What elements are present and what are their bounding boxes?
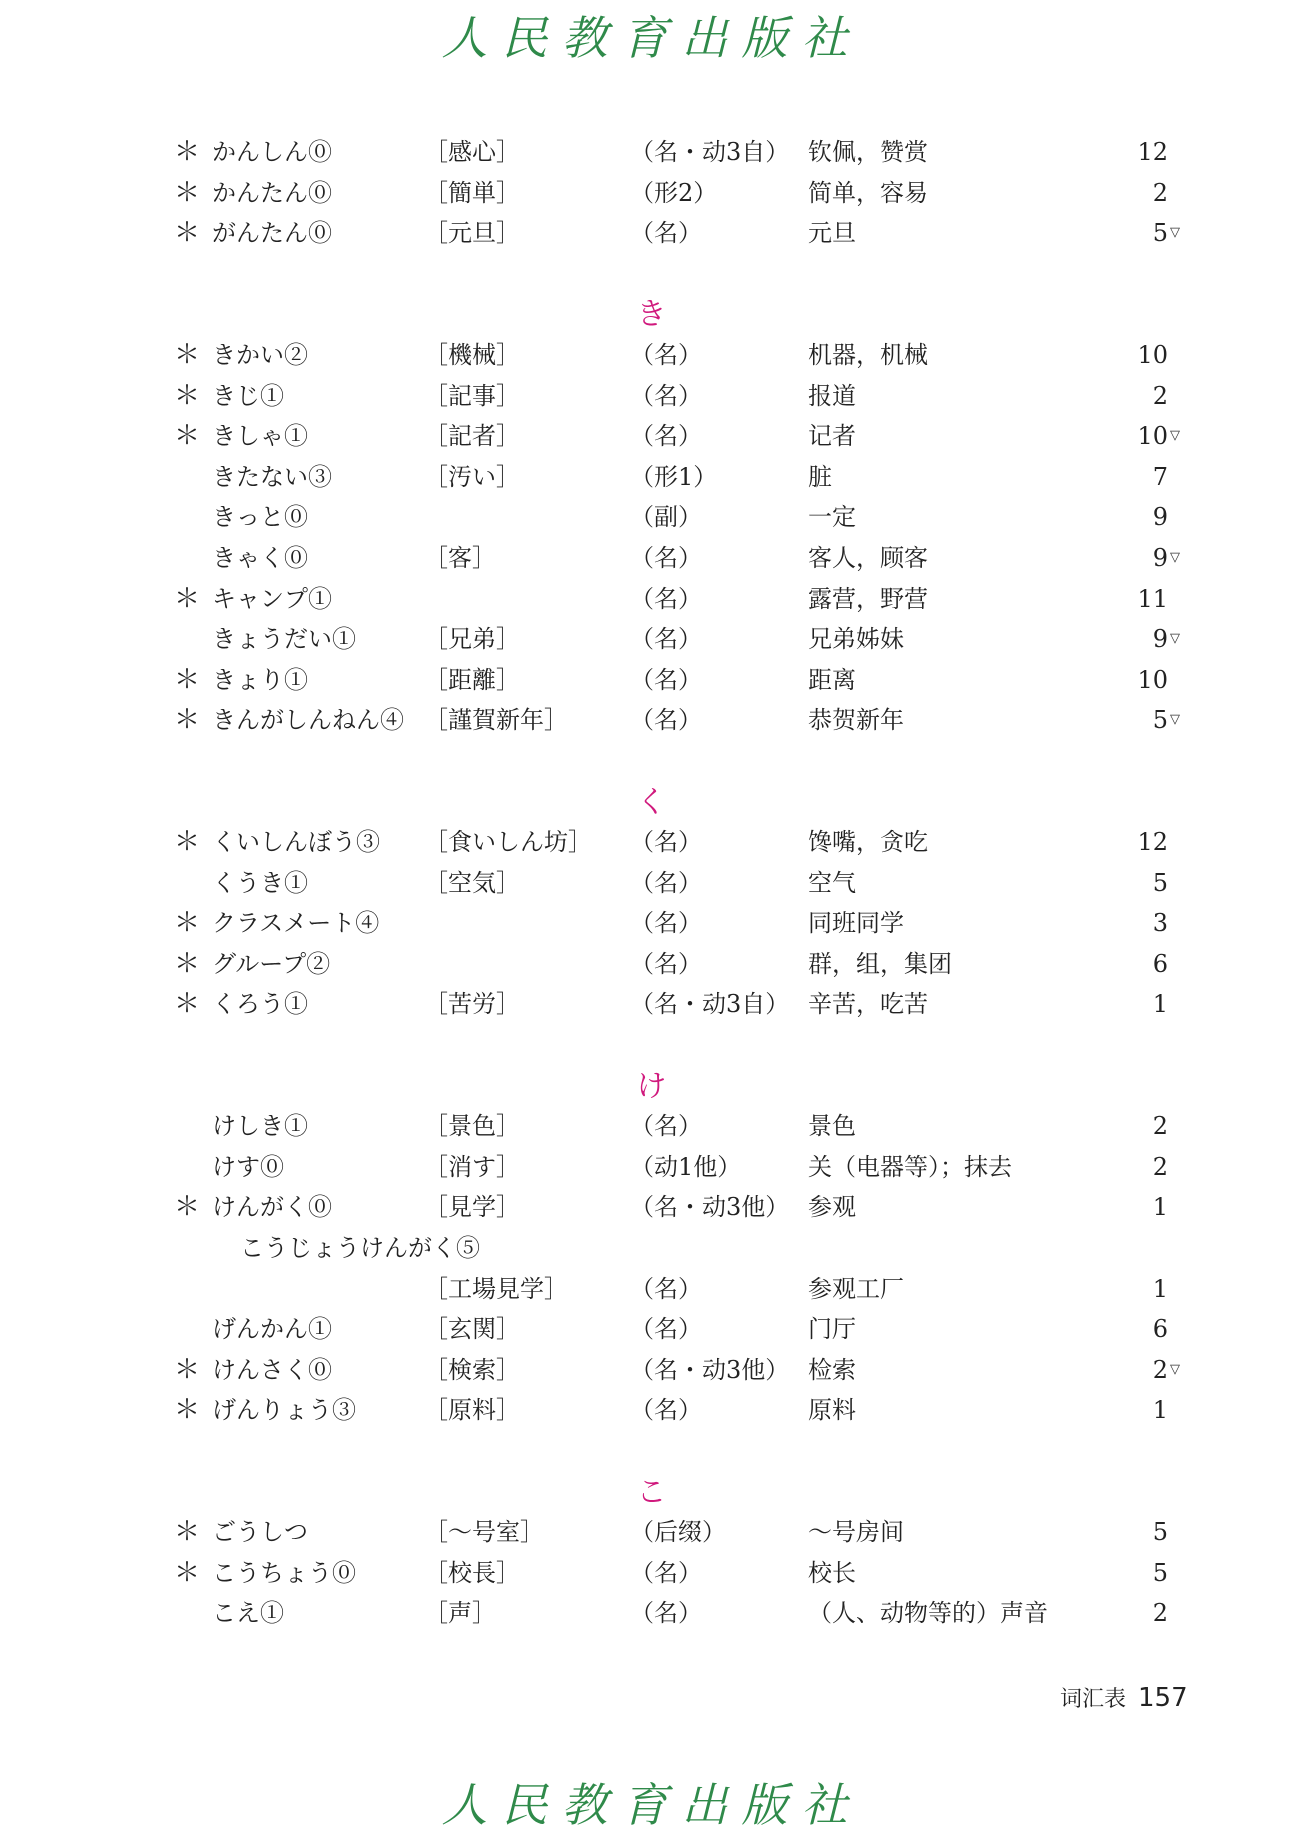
vocabulary-list — [0, 132, 1303, 1634]
entry-reading: こうじょうけんがく⑤ — [240, 1234, 480, 1263]
entry-part-of-speech: （副） — [630, 503, 702, 532]
entry-star: ＊ — [174, 1517, 201, 1548]
vocab-entry — [0, 1269, 1303, 1310]
entry-reading: けしき① — [212, 1112, 308, 1141]
entry-meaning: 兄弟姊妹 — [808, 625, 904, 654]
entry-mark: ▽ — [1170, 631, 1180, 647]
vocab-entry — [0, 416, 1303, 457]
entry-kanji: ［消す］ — [424, 1152, 520, 1181]
entry-lesson: 12 — [1137, 138, 1168, 166]
entry-kanji: ［景色］ — [424, 1112, 520, 1141]
entry-kanji: ［空気］ — [424, 868, 520, 897]
vocab-entry — [0, 376, 1303, 417]
vocab-entry — [0, 700, 1303, 741]
page-footer — [1060, 1682, 1188, 1713]
vocab-entry — [0, 863, 1303, 904]
entry-kanji: ［見学］ — [424, 1193, 520, 1222]
entry-meaning: 原料 — [808, 1396, 856, 1425]
vocab-entry — [0, 335, 1303, 376]
entry-meaning: 脏 — [808, 462, 832, 491]
entry-lesson: 2 — [1152, 1152, 1168, 1181]
entry-star: ＊ — [174, 1354, 201, 1385]
entry-part-of-speech: （名） — [630, 625, 702, 654]
entry-lesson: 9 — [1152, 543, 1168, 572]
entry-reading: かんしん⓪ — [212, 138, 332, 166]
entry-kanji: ［兄弟］ — [424, 625, 520, 654]
entry-kanji: ［汚い］ — [424, 462, 520, 491]
entry-meaning: 关（电器等）；抹去 — [808, 1152, 1012, 1181]
vocab-entry — [0, 132, 1303, 173]
entry-part-of-speech: （名・动3他） — [630, 1355, 790, 1384]
entry-reading: くいしんぼう③ — [212, 828, 380, 857]
page-number: 157 — [1138, 1683, 1188, 1713]
entry-star: ＊ — [174, 1557, 201, 1588]
entry-part-of-speech: （形2） — [630, 178, 718, 207]
entry-meaning: 门厅 — [808, 1315, 856, 1344]
entry-reading: けす⓪ — [212, 1152, 284, 1181]
section-gap — [0, 741, 1303, 782]
entry-meaning: 记者 — [808, 422, 856, 451]
section-kana: き — [636, 297, 667, 333]
entry-meaning: （人、动物等的）声音 — [808, 1599, 1048, 1628]
vocab-entry — [0, 1147, 1303, 1188]
entry-meaning: 钦佩，赞赏 — [808, 138, 928, 166]
entry-reading: くろう① — [212, 990, 308, 1019]
vocab-entry — [0, 1390, 1303, 1431]
entry-star: ＊ — [174, 705, 201, 736]
entry-reading: げんかん① — [212, 1315, 332, 1344]
entry-meaning: 景色 — [808, 1112, 856, 1141]
entry-star: ＊ — [174, 664, 201, 695]
entry-lesson: 1 — [1152, 1396, 1168, 1425]
entry-meaning: 客人，顾客 — [808, 543, 928, 572]
entry-star: ＊ — [174, 1395, 201, 1426]
entry-meaning: 空气 — [808, 868, 856, 897]
entry-kanji: ［元旦］ — [424, 219, 520, 248]
entry-part-of-speech: （动1他） — [630, 1152, 742, 1181]
publisher-logo-top: 人民教育出版社 — [441, 11, 862, 65]
footer-label: 词汇表 — [1060, 1687, 1127, 1712]
vocab-entry — [0, 538, 1303, 579]
section-heading — [0, 294, 1303, 335]
entry-kanji: ［校長］ — [424, 1558, 520, 1587]
entry-star: ＊ — [174, 339, 201, 370]
entry-reading: きしゃ① — [212, 422, 308, 451]
entry-star: ＊ — [174, 421, 201, 452]
entry-lesson: 10 — [1137, 422, 1168, 451]
entry-lesson: 9 — [1152, 503, 1168, 532]
entry-kanji: ［記事］ — [424, 381, 520, 410]
section-kana: く — [636, 784, 667, 820]
entry-lesson: 11 — [1137, 584, 1168, 613]
entry-reading: キャンプ① — [212, 584, 332, 613]
entry-part-of-speech: （后缀） — [630, 1518, 726, 1547]
vocab-entry — [0, 944, 1303, 985]
entry-meaning: 报道 — [808, 381, 856, 410]
section-heading — [0, 1472, 1303, 1513]
entry-star: ＊ — [174, 908, 201, 939]
entry-part-of-speech: （名） — [630, 828, 702, 857]
vocab-entry — [0, 660, 1303, 701]
entry-mark: ▽ — [1170, 1361, 1180, 1377]
entry-lesson: 6 — [1152, 1315, 1168, 1344]
vocab-entry — [0, 1309, 1303, 1350]
entry-meaning: 辛苦，吃苦 — [808, 990, 928, 1019]
entry-lesson: 9 — [1152, 625, 1168, 654]
entry-meaning: 距离 — [808, 665, 856, 694]
entry-lesson: 5 — [1152, 219, 1168, 248]
entry-meaning: 检索 — [808, 1355, 856, 1384]
entry-reading: くうき① — [212, 868, 308, 897]
entry-part-of-speech: （名） — [630, 868, 702, 897]
entry-reading: きっと⓪ — [212, 503, 308, 532]
entry-meaning: 群，组，集团 — [808, 949, 952, 978]
entry-kanji: ［距離］ — [424, 665, 520, 694]
entry-reading: グループ② — [212, 949, 331, 978]
entry-kanji: ［感心］ — [424, 138, 520, 166]
vocab-entry — [0, 497, 1303, 538]
entry-star: ＊ — [174, 583, 201, 614]
section-gap — [0, 1025, 1303, 1066]
entry-meaning: ～号房间 — [808, 1518, 904, 1547]
entry-reading: けんさく⓪ — [212, 1355, 332, 1384]
entry-lesson: 7 — [1152, 462, 1168, 491]
entry-kanji: ［客］ — [424, 543, 496, 572]
entry-part-of-speech: （名） — [630, 1396, 702, 1425]
entry-meaning: 参观工厂 — [808, 1274, 904, 1303]
entry-part-of-speech: （名・动3他） — [630, 1193, 790, 1222]
entry-lesson: 2 — [1152, 1355, 1168, 1384]
entry-part-of-speech: （名） — [630, 1315, 702, 1344]
entry-mark: ▽ — [1170, 549, 1180, 565]
publisher-logo-bottom: 人民教育出版社 — [441, 1778, 862, 1832]
entry-part-of-speech: （名） — [630, 949, 702, 978]
entry-star: ＊ — [174, 137, 201, 167]
entry-kanji: ［記者］ — [424, 422, 520, 451]
entry-reading: クラスメート④ — [212, 909, 380, 938]
section-heading — [0, 1066, 1303, 1107]
vocab-entry — [0, 1350, 1303, 1391]
entry-kanji: ［工場見学］ — [424, 1274, 568, 1303]
entry-lesson: 5 — [1152, 706, 1168, 735]
entry-meaning: 馋嘴，贪吃 — [808, 828, 928, 857]
entry-kanji: ［簡単］ — [424, 178, 520, 207]
entry-kanji: ［機械］ — [424, 340, 520, 369]
vocab-entry — [0, 173, 1303, 214]
section-gap — [0, 1431, 1303, 1472]
entry-part-of-speech: （名・动3自） — [630, 990, 790, 1019]
section-gap — [0, 254, 1303, 295]
entry-reading: こえ① — [212, 1599, 284, 1628]
entry-reading: がんたん⓪ — [212, 219, 332, 248]
vocab-entry — [0, 1593, 1303, 1634]
vocab-entry — [0, 822, 1303, 863]
entry-part-of-speech: （名・动3自） — [630, 138, 790, 166]
entry-part-of-speech: （名） — [630, 543, 702, 572]
entry-kanji: ［謹賀新年］ — [424, 706, 568, 735]
entry-part-of-speech: （名） — [630, 1112, 702, 1141]
entry-mark: ▽ — [1170, 712, 1180, 728]
entry-star: ＊ — [174, 177, 201, 208]
entry-lesson: 3 — [1152, 909, 1168, 938]
entry-star: ＊ — [174, 1192, 201, 1223]
entry-reading: きかい② — [212, 340, 308, 369]
entry-meaning: 同班同学 — [808, 909, 904, 938]
entry-reading: こうちょう⓪ — [212, 1558, 356, 1587]
entry-lesson: 10 — [1137, 665, 1168, 694]
entry-kanji: ［苦労］ — [424, 990, 520, 1019]
entry-lesson: 2 — [1152, 381, 1168, 410]
entry-reading: けんがく⓪ — [212, 1193, 332, 1222]
entry-part-of-speech: （名） — [630, 584, 702, 613]
vocab-entry — [0, 579, 1303, 620]
entry-reading: かんたん⓪ — [212, 178, 332, 207]
entry-kanji: ［声］ — [424, 1599, 496, 1628]
entry-mark: ▽ — [1170, 225, 1180, 241]
entry-meaning: 机器，机械 — [808, 340, 928, 369]
entry-meaning: 元旦 — [808, 219, 856, 248]
entry-part-of-speech: （名） — [630, 219, 702, 248]
vocab-entry — [0, 1553, 1303, 1594]
entry-lesson: 5 — [1152, 868, 1168, 897]
entry-part-of-speech: （名） — [630, 1599, 702, 1628]
entry-lesson: 6 — [1152, 949, 1168, 978]
vocab-entry — [0, 1106, 1303, 1147]
entry-star: ＊ — [174, 827, 201, 858]
vocab-entry — [0, 1187, 1303, 1228]
entry-reading: げんりょう③ — [212, 1396, 356, 1425]
vocab-entry — [0, 457, 1303, 498]
entry-kanji: ［～号室］ — [424, 1518, 544, 1547]
entry-kanji: ［玄関］ — [424, 1315, 520, 1344]
entry-kanji: ［食いしん坊］ — [424, 828, 592, 857]
entry-part-of-speech: （名） — [630, 1274, 702, 1303]
entry-reading: きたない③ — [212, 462, 332, 491]
entry-lesson: 5 — [1152, 1518, 1168, 1547]
entry-lesson: 1 — [1152, 1193, 1168, 1222]
entry-meaning: 露营，野营 — [808, 584, 928, 613]
entry-reading: きゃく⓪ — [212, 543, 308, 572]
vocab-entry — [0, 1512, 1303, 1553]
section-kana: け — [636, 1068, 667, 1104]
entry-mark: ▽ — [1170, 428, 1180, 444]
entry-kanji: ［原料］ — [424, 1396, 520, 1425]
entry-part-of-speech: （名） — [630, 381, 702, 410]
entry-meaning: 一定 — [808, 503, 856, 532]
entry-lesson: 2 — [1152, 178, 1168, 207]
vocab-entry — [0, 213, 1303, 254]
entry-reading: きょうだい① — [212, 625, 356, 654]
entry-part-of-speech: （名） — [630, 706, 702, 735]
entry-star: ＊ — [174, 948, 201, 979]
vocab-entry — [0, 619, 1303, 660]
entry-reading: きじ① — [212, 381, 284, 410]
section-heading — [0, 782, 1303, 823]
entry-meaning: 简单，容易 — [808, 178, 928, 207]
entry-part-of-speech: （名） — [630, 340, 702, 369]
section-kana: こ — [636, 1474, 667, 1510]
entry-meaning: 校长 — [808, 1558, 856, 1587]
entry-star: ＊ — [174, 218, 201, 249]
entry-kanji: ［検索］ — [424, 1355, 520, 1384]
entry-part-of-speech: （名） — [630, 665, 702, 694]
entry-part-of-speech: （形1） — [630, 462, 718, 491]
entry-part-of-speech: （名） — [630, 422, 702, 451]
entry-star: ＊ — [174, 380, 201, 411]
entry-lesson: 10 — [1137, 340, 1168, 369]
entry-part-of-speech: （名） — [630, 1558, 702, 1587]
entry-reading: ごうしつ — [212, 1518, 308, 1547]
vocab-entry — [0, 1228, 1303, 1269]
vocab-entry — [0, 903, 1303, 944]
entry-lesson: 5 — [1152, 1558, 1168, 1587]
entry-part-of-speech: （名） — [630, 909, 702, 938]
vocab-entry — [0, 984, 1303, 1025]
entry-lesson: 2 — [1152, 1599, 1168, 1628]
entry-lesson: 12 — [1137, 828, 1168, 857]
entry-lesson: 2 — [1152, 1112, 1168, 1141]
entry-meaning: 恭贺新年 — [808, 706, 904, 735]
entry-reading: きょり① — [212, 665, 308, 694]
entry-meaning: 参观 — [808, 1193, 856, 1222]
entry-star: ＊ — [174, 989, 201, 1020]
entry-lesson: 1 — [1152, 1274, 1168, 1303]
entry-lesson: 1 — [1152, 990, 1168, 1019]
entry-reading: きんがしんねん④ — [212, 706, 404, 735]
